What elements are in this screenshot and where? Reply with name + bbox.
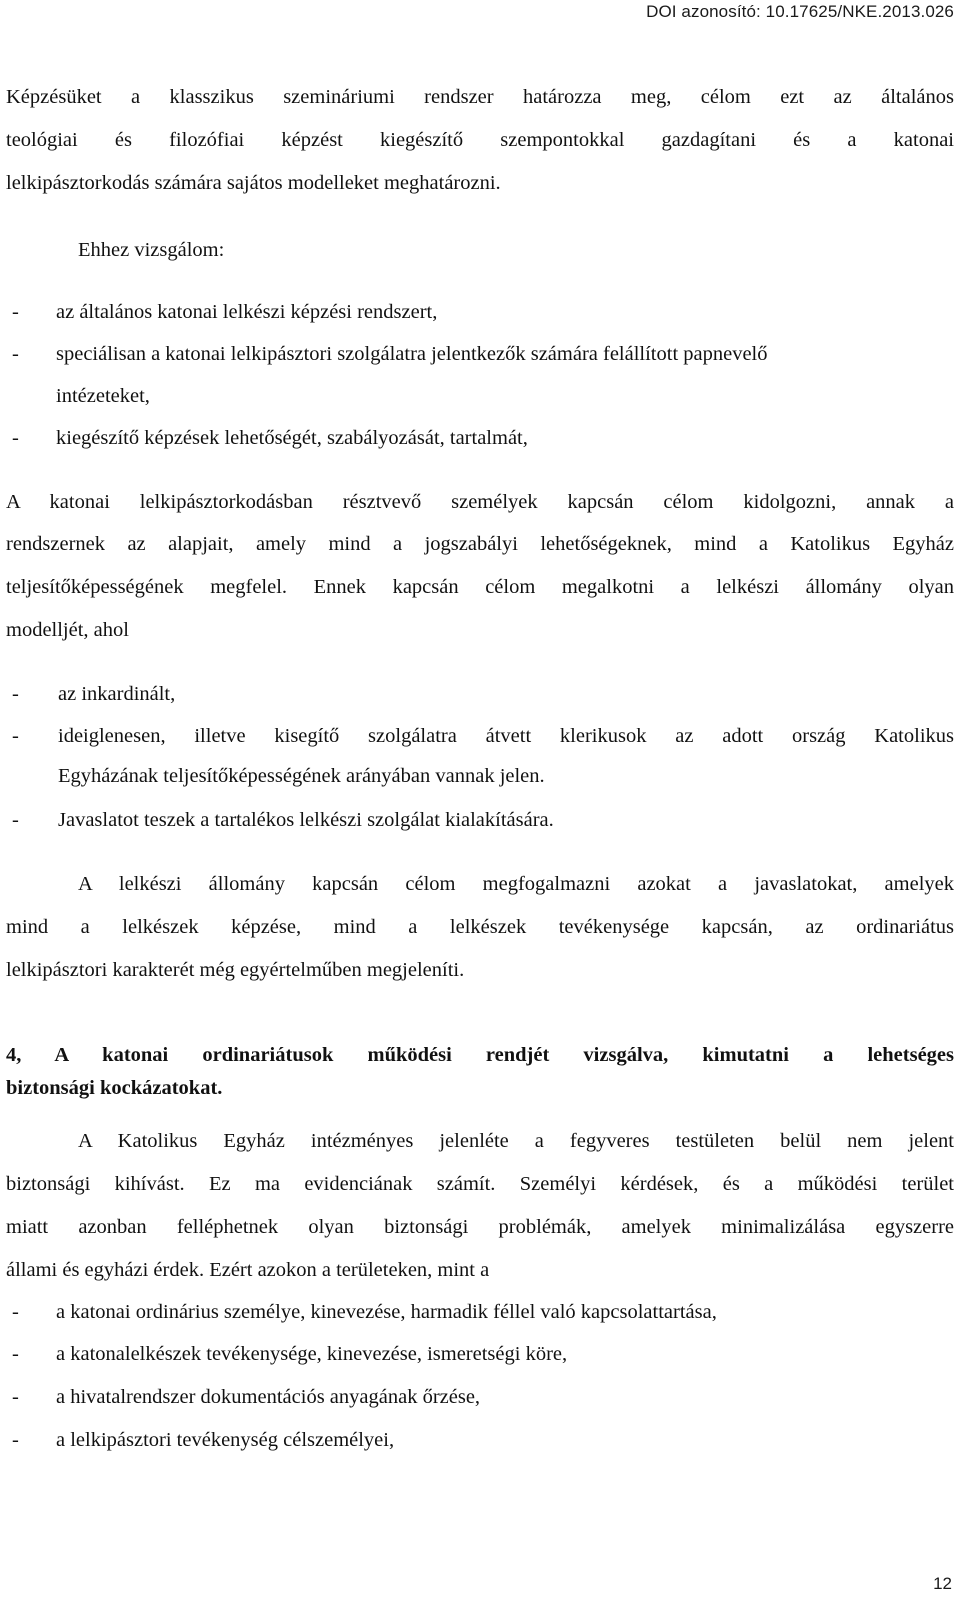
list-item: a hivatalrendszer dokumentációs anyagának őrzése, xyxy=(56,1386,481,1408)
list-dash: - xyxy=(12,1386,19,1408)
paragraph-line: teológiai és filozófiai képzést kiegészítő szempontokkal gazdagítani és a katonai xyxy=(6,129,954,151)
list-item: ideiglenesen, illetve kisegítő szolgálatra átvett klerikusok az adott ország Katolikus xyxy=(58,725,954,747)
heading-line: biztonsági kockázatokat. xyxy=(6,1077,223,1099)
paragraph-line: miatt azonban felléphetnek olyan biztonsági problémák, amelyek minimalizálása egyszerre xyxy=(6,1216,954,1238)
list-dash: - xyxy=(12,301,19,323)
list-item: speciálisan a katonai lelkipásztori szolgálatra jelentkezők számára felállított papnevelő xyxy=(56,343,768,365)
list-item: Javaslatot teszek a tartalékos lelkészi szolgálat kialakítására. xyxy=(58,809,554,831)
intro-text: Ehhez vizsgálom: xyxy=(78,239,225,261)
list-dash: - xyxy=(12,427,19,449)
paragraph-line: lelkipásztorkodás számára sajátos modelleket meghatározni. xyxy=(6,172,501,194)
list-dash: - xyxy=(12,725,19,747)
list-item: a katonalelkészek tevékenysége, kinevezése, ismeretségi köre, xyxy=(56,1343,568,1365)
paragraph-line: teljesítőképességének megfelel. Ennek kapcsán célom megalkotni a lelkészi állomány olyan xyxy=(6,576,954,598)
heading-line: 4, A katonai ordinariátusok működési rendjét vizsgálva, kimutatni a lehetséges xyxy=(6,1044,954,1066)
list-dash: - xyxy=(12,1301,19,1323)
paragraph-line: lelkipásztori karakterét még egyértelműben megjeleníti. xyxy=(6,959,465,981)
paragraph-line: modelljét, ahol xyxy=(6,619,129,641)
doi-header: DOI azonosító: 10.17625/NKE.2013.026 xyxy=(646,2,954,21)
list-item: az inkardinált, xyxy=(58,683,176,705)
paragraph-line: biztonsági kihívást. Ez ma evidenciának számít. Személyi kérdések, és a működési terület xyxy=(6,1173,954,1195)
paragraph-line: rendszernek az alapjait, amely mind a jogszabályi lehetőségeknek, mind a Katolikus Egyház xyxy=(6,533,954,555)
list-dash: - xyxy=(12,809,19,831)
paragraph-line: állami és egyházi érdek. Ezért azokon a területeken, mint a xyxy=(6,1259,490,1281)
paragraph-line: Képzésüket a klasszikus szemináriumi rendszer határozza meg, célom ezt az általános xyxy=(6,86,954,108)
page-number: 12 xyxy=(933,1574,952,1593)
list-dash: - xyxy=(12,1429,19,1451)
paragraph-line: A Katolikus Egyház intézményes jelenléte a fegyveres testületen belül nem jelent xyxy=(78,1130,954,1152)
list-dash: - xyxy=(12,1343,19,1365)
list-item: kiegészítő képzések lehetőségét, szabályozását, tartalmát, xyxy=(56,427,528,449)
paragraph-line: A katonai lelkipásztorkodásban résztvevő személyek kapcsán célom kidolgozni, annak a xyxy=(6,491,954,513)
paragraph-line: A lelkészi állomány kapcsán célom megfogalmazni azokat a javaslatokat, amelyek xyxy=(78,873,954,895)
list-dash: - xyxy=(12,343,19,365)
list-item: a katonai ordinárius személye, kinevezése, harmadik féllel való kapcsolattartása, xyxy=(56,1301,717,1323)
list-item-continuation: Egyházának teljesítőképességének arányában vannak jelen. xyxy=(58,765,545,787)
paragraph-line: mind a lelkészek képzése, mind a lelkészek tevékenysége kapcsán, az ordinariátus xyxy=(6,916,954,938)
list-item-continuation: intézeteket, xyxy=(56,385,150,407)
list-dash: - xyxy=(12,683,19,705)
list-item: a lelkipásztori tevékenység célszemélyei, xyxy=(56,1429,395,1451)
list-item: az általános katonai lelkészi képzési rendszert, xyxy=(56,301,438,323)
